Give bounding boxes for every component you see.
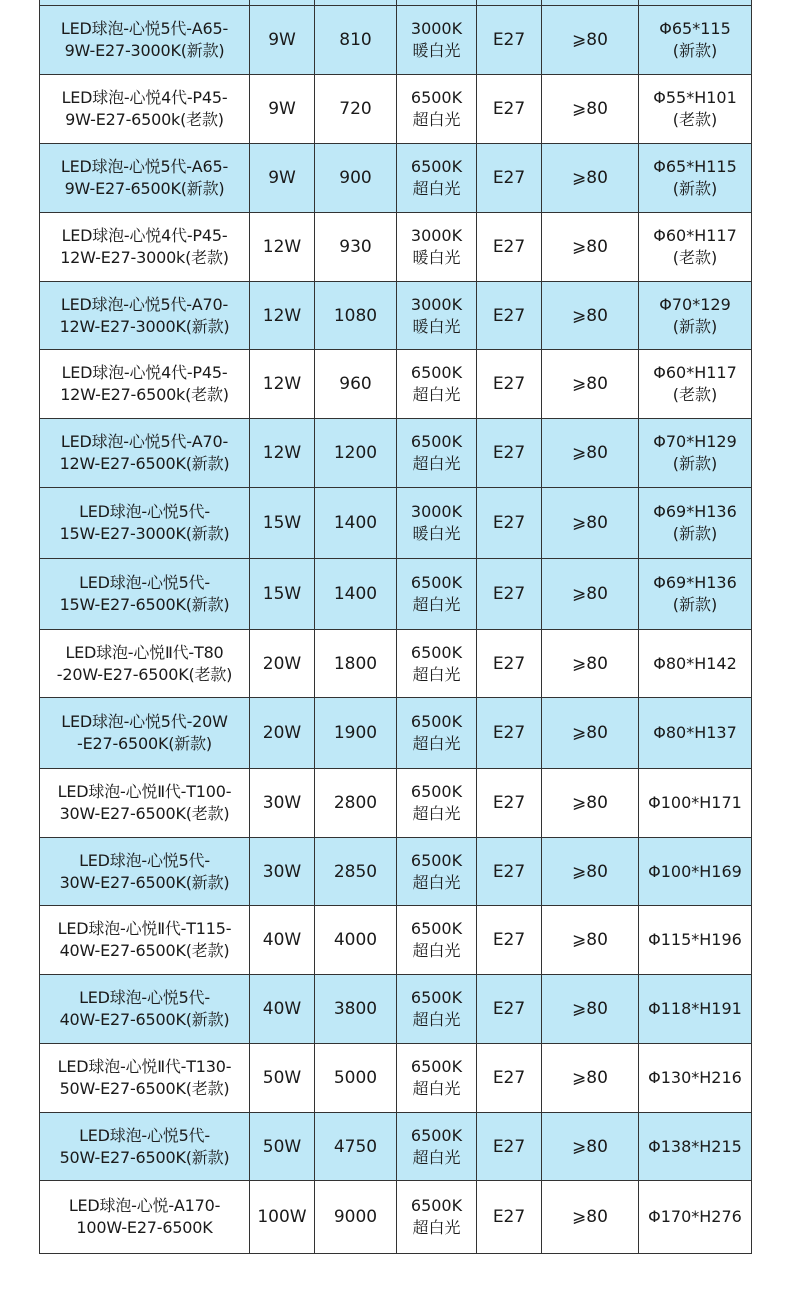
color-temp-cell-line-2: 超白光 — [412, 595, 461, 614]
power-cell: 40W — [250, 975, 315, 1044]
color-temp-cell — [397, 1181, 477, 1254]
dimension-cell — [639, 975, 752, 1044]
power-cell: 15W — [250, 488, 315, 559]
product-name-cell-line-2: 15W-E27-6500K(新款) — [59, 595, 230, 614]
base-type-cell: E27 — [477, 419, 542, 488]
color-temp-cell-line-1: 6500K — [410, 850, 463, 870]
product-name-cell-line-2: 9W-E27-6500K(新款) — [64, 179, 225, 198]
color-temp-cell-line-2: 超白光 — [412, 179, 461, 198]
lumen-cell: 2850 — [315, 838, 397, 906]
product-name-cell-line-2: 30W-E27-6500K(新款) — [59, 872, 230, 892]
product-name-cell — [40, 838, 250, 906]
color-temp-cell — [397, 838, 477, 906]
color-temp-cell-line-2: 超白光 — [412, 872, 461, 892]
lumen-cell: 930 — [315, 213, 397, 282]
dimension-cell-line-1: Φ118*H191 — [648, 999, 742, 1018]
color-temp-cell-line-2: 超白光 — [412, 664, 461, 684]
lumen-cell: 5000 — [315, 1044, 397, 1113]
dimension-cell-line-2: (新款) — [672, 179, 718, 198]
dimension-cell — [639, 6, 752, 75]
product-name-cell-line-1: LED球泡-心悦Ⅱ代-T80 — [65, 642, 224, 662]
table-row — [40, 419, 752, 488]
product-name-cell-line-2: 9W-E27-6500k(老款) — [65, 110, 224, 129]
dimension-cell-line-2: (老款) — [672, 385, 718, 404]
cri-cell: ⩾80 — [542, 144, 639, 213]
base-type-cell: E27 — [477, 698, 542, 769]
dimension-cell-line-2: (新款) — [672, 41, 718, 60]
color-temp-cell — [397, 75, 477, 144]
table-row — [40, 906, 752, 975]
lumen-cell: 1200 — [315, 419, 397, 488]
base-type-cell: E27 — [477, 1181, 542, 1254]
product-name-cell — [40, 769, 250, 838]
color-temp-cell — [397, 559, 477, 630]
lumen-cell: 1400 — [315, 559, 397, 630]
dimension-cell-line-1: Φ65*115 — [659, 19, 731, 38]
product-name-cell — [40, 282, 250, 350]
dimension-cell — [639, 144, 752, 213]
color-temp-cell-line-1: 6500K — [410, 782, 463, 801]
color-temp-cell-line-1: 3000K — [410, 226, 463, 245]
color-temp-cell-line-1: 3000K — [410, 502, 463, 521]
product-name-cell — [40, 698, 250, 769]
cri-cell: ⩾80 — [542, 6, 639, 75]
color-temp-cell — [397, 419, 477, 488]
product-name-cell-line-1: LED球泡-心悦4代-P45- — [61, 363, 228, 382]
cri-cell: ⩾80 — [542, 1113, 639, 1181]
power-cell: 30W — [250, 838, 315, 906]
color-temp-cell-line-1: 3000K — [410, 19, 463, 38]
table-row — [40, 144, 752, 213]
dimension-cell-line-1: Φ100*H171 — [648, 793, 742, 812]
power-cell: 40W — [250, 906, 315, 975]
base-type-cell: E27 — [477, 350, 542, 419]
product-name-cell-line-1: LED球泡-心悦-A170- — [68, 1196, 221, 1215]
color-temp-cell-line-2: 超白光 — [412, 804, 461, 823]
product-name-cell — [40, 213, 250, 282]
product-name-cell — [40, 488, 250, 559]
color-temp-cell-line-2: 超白光 — [412, 941, 461, 960]
color-temp-cell — [397, 213, 477, 282]
lumen-cell: 1400 — [315, 488, 397, 559]
dimension-cell-line-1: Φ100*H169 — [648, 861, 742, 881]
lumen-cell: 2800 — [315, 769, 397, 838]
table-row — [40, 75, 752, 144]
color-temp-cell-line-2: 超白光 — [412, 1079, 461, 1098]
product-name-cell — [40, 144, 250, 213]
table-row — [40, 350, 752, 419]
color-temp-cell — [397, 488, 477, 559]
color-temp-cell-line-2: 超白光 — [412, 1218, 461, 1237]
lumen-cell: 4000 — [315, 906, 397, 975]
dimension-cell-line-2: (新款) — [672, 454, 718, 473]
color-temp-cell-line-2: 暖白光 — [412, 316, 461, 336]
product-name-cell-line-2: 30W-E27-6500K(老款) — [59, 804, 230, 823]
dimension-cell-line-1: Φ65*H115 — [653, 157, 737, 176]
color-temp-cell — [397, 282, 477, 350]
color-temp-cell-line-1: 6500K — [410, 363, 463, 382]
base-type-cell: E27 — [477, 6, 542, 75]
power-cell: 12W — [250, 213, 315, 282]
product-name-cell-line-1: LED球泡-心悦5代- — [79, 1125, 210, 1145]
product-name-cell — [40, 1044, 250, 1113]
dimension-cell — [639, 906, 752, 975]
dimension-cell-line-1: Φ60*H117 — [653, 226, 737, 245]
lumen-cell: 810 — [315, 6, 397, 75]
cri-cell: ⩾80 — [542, 975, 639, 1044]
color-temp-cell — [397, 698, 477, 769]
bulb-spec-table — [39, 0, 752, 1254]
table-row — [40, 1044, 752, 1113]
cri-cell: ⩾80 — [542, 1181, 639, 1254]
lumen-cell: 1900 — [315, 698, 397, 769]
color-temp-cell-line-1: 6500K — [410, 988, 463, 1007]
product-name-cell-line-1: LED球泡-心悦Ⅱ代-T130- — [57, 1057, 232, 1076]
lumen-cell: 4750 — [315, 1113, 397, 1181]
product-name-cell — [40, 906, 250, 975]
color-temp-cell-line-1: 6500K — [410, 919, 463, 938]
color-temp-cell-line-2: 超白光 — [412, 454, 461, 473]
product-name-cell-line-2: 50W-E27-6500K(新款) — [59, 1147, 230, 1167]
color-temp-cell — [397, 6, 477, 75]
product-name-cell-line-2: 9W-E27-3000K(新款) — [64, 41, 225, 60]
product-name-cell-line-2: 12W-E27-3000k(老款) — [60, 248, 229, 267]
product-name-cell-line-1: LED球泡-心悦5代- — [79, 573, 210, 592]
product-name-cell-line-1: LED球泡-心悦5代- — [79, 850, 210, 870]
dimension-cell-line-1: Φ55*H101 — [653, 88, 737, 107]
color-temp-cell-line-1: 6500K — [410, 432, 463, 451]
table-row — [40, 213, 752, 282]
product-name-cell-line-1: LED球泡-心悦4代-P45- — [61, 226, 228, 245]
product-name-cell-line-1: LED球泡-心悦4代-P45- — [61, 88, 228, 107]
base-type-cell: E27 — [477, 75, 542, 144]
product-name-cell — [40, 1181, 250, 1254]
product-name-cell — [40, 6, 250, 75]
dimension-cell-line-1: Φ80*H137 — [653, 723, 737, 742]
table-row — [40, 975, 752, 1044]
lumen-cell: 900 — [315, 144, 397, 213]
dimension-cell — [639, 698, 752, 769]
dimension-cell-line-1: Φ69*H136 — [653, 502, 737, 521]
power-cell: 9W — [250, 75, 315, 144]
power-cell: 100W — [250, 1181, 315, 1254]
table-body — [40, 0, 752, 1254]
base-type-cell: E27 — [477, 906, 542, 975]
dimension-cell-line-1: Φ138*H215 — [648, 1136, 742, 1156]
table-row — [40, 630, 752, 698]
dimension-cell-line-2: (新款) — [672, 524, 718, 543]
color-temp-cell-line-1: 6500K — [410, 712, 463, 731]
power-cell: 12W — [250, 419, 315, 488]
cri-cell: ⩾80 — [542, 419, 639, 488]
product-name-cell-line-2: 40W-E27-6500K(新款) — [59, 1010, 230, 1029]
dimension-cell — [639, 419, 752, 488]
cri-cell: ⩾80 — [542, 698, 639, 769]
cri-cell: ⩾80 — [542, 838, 639, 906]
base-type-cell: E27 — [477, 1044, 542, 1113]
lumen-cell: 1800 — [315, 630, 397, 698]
dimension-cell-line-1: Φ69*H136 — [653, 573, 737, 592]
cri-cell: ⩾80 — [542, 213, 639, 282]
product-name-cell-line-1: LED球泡-心悦5代-20W — [61, 712, 228, 731]
dimension-cell — [639, 838, 752, 906]
dimension-cell — [639, 488, 752, 559]
base-type-cell: E27 — [477, 559, 542, 630]
product-name-cell-line-2: 15W-E27-3000K(新款) — [59, 524, 230, 543]
product-name-cell-line-2: 12W-E27-6500K(新款) — [59, 454, 230, 473]
base-type-cell: E27 — [477, 488, 542, 559]
cri-cell: ⩾80 — [542, 630, 639, 698]
product-name-cell-line-2: -20W-E27-6500K(老款) — [56, 664, 233, 684]
product-name-cell-line-1: LED球泡-心悦Ⅱ代-T100- — [57, 782, 232, 801]
color-temp-cell — [397, 769, 477, 838]
product-name-cell — [40, 419, 250, 488]
color-temp-cell-line-1: 6500K — [410, 642, 463, 662]
product-name-cell-line-1: LED球泡-心悦5代- — [79, 988, 210, 1007]
product-name-cell — [40, 75, 250, 144]
cri-cell: ⩾80 — [542, 75, 639, 144]
color-temp-cell-line-1: 3000K — [410, 294, 463, 314]
product-name-cell-line-1: LED球泡-心悦5代- — [79, 502, 210, 521]
cri-cell: ⩾80 — [542, 282, 639, 350]
product-name-cell-line-2: -E27-6500K(新款) — [77, 734, 212, 753]
color-temp-cell-line-2: 超白光 — [412, 110, 461, 129]
product-name-cell — [40, 350, 250, 419]
power-cell: 12W — [250, 282, 315, 350]
dimension-cell — [639, 282, 752, 350]
cri-cell: ⩾80 — [542, 1044, 639, 1113]
color-temp-cell-line-2: 暖白光 — [412, 41, 461, 60]
dimension-cell — [639, 350, 752, 419]
dimension-cell — [639, 75, 752, 144]
color-temp-cell-line-2: 超白光 — [412, 1010, 461, 1029]
color-temp-cell-line-1: 6500K — [410, 88, 463, 107]
dimension-cell — [639, 213, 752, 282]
color-temp-cell-line-2: 暖白光 — [412, 248, 461, 267]
product-name-cell-line-2: 50W-E27-6500K(老款) — [59, 1079, 230, 1098]
base-type-cell: E27 — [477, 213, 542, 282]
dimension-cell — [639, 630, 752, 698]
cri-cell: ⩾80 — [542, 559, 639, 630]
dimension-cell — [639, 1181, 752, 1254]
dimension-cell-line-2: (老款) — [672, 110, 718, 129]
product-name-cell-line-1: LED球泡-心悦Ⅱ代-T115- — [57, 919, 232, 938]
product-name-cell-line-2: 12W-E27-6500k(老款) — [60, 385, 229, 404]
power-cell: 9W — [250, 6, 315, 75]
color-temp-cell-line-1: 6500K — [410, 1196, 463, 1215]
color-temp-cell — [397, 630, 477, 698]
color-temp-cell-line-1: 6500K — [410, 157, 463, 176]
product-name-cell-line-1: LED球泡-心悦5代-A65- — [60, 19, 229, 38]
dimension-cell — [639, 1044, 752, 1113]
power-cell: 15W — [250, 559, 315, 630]
dimension-cell-line-1: Φ80*H142 — [653, 653, 737, 673]
dimension-cell-line-2: (新款) — [672, 316, 718, 336]
base-type-cell: E27 — [477, 838, 542, 906]
table-row — [40, 1181, 752, 1254]
cri-cell: ⩾80 — [542, 906, 639, 975]
product-name-cell — [40, 1113, 250, 1181]
product-name-cell-line-2: 40W-E27-6500K(老款) — [59, 941, 230, 960]
lumen-cell: 9000 — [315, 1181, 397, 1254]
lumen-cell: 720 — [315, 75, 397, 144]
table-row — [40, 1113, 752, 1181]
table-row — [40, 488, 752, 559]
product-name-cell-line-2: 100W-E27-6500K — [76, 1218, 213, 1237]
base-type-cell: E27 — [477, 282, 542, 350]
dimension-cell-line-1: Φ70*129 — [659, 294, 731, 314]
cri-cell: ⩾80 — [542, 769, 639, 838]
dimension-cell-line-1: Φ130*H216 — [648, 1068, 742, 1087]
table-row — [40, 769, 752, 838]
product-name-cell-line-2: 12W-E27-3000K(新款) — [59, 316, 230, 336]
dimension-cell-line-1: Φ115*H196 — [648, 930, 742, 949]
base-type-cell: E27 — [477, 630, 542, 698]
power-cell: 9W — [250, 144, 315, 213]
color-temp-cell — [397, 906, 477, 975]
product-name-cell — [40, 630, 250, 698]
base-type-cell: E27 — [477, 975, 542, 1044]
power-cell: 50W — [250, 1044, 315, 1113]
color-temp-cell — [397, 975, 477, 1044]
power-cell: 30W — [250, 769, 315, 838]
dimension-cell-line-1: Φ170*H276 — [648, 1207, 742, 1226]
table-row — [40, 698, 752, 769]
color-temp-cell — [397, 1044, 477, 1113]
table-row — [40, 838, 752, 906]
lumen-cell: 3800 — [315, 975, 397, 1044]
product-name-cell-line-1: LED球泡-心悦5代-A65- — [60, 157, 229, 176]
base-type-cell: E27 — [477, 1113, 542, 1181]
power-cell: 50W — [250, 1113, 315, 1181]
color-temp-cell-line-2: 超白光 — [412, 734, 461, 753]
color-temp-cell-line-1: 6500K — [410, 1057, 463, 1076]
product-name-cell — [40, 559, 250, 630]
table-row — [40, 6, 752, 75]
color-temp-cell-line-1: 6500K — [410, 573, 463, 592]
color-temp-cell-line-1: 6500K — [410, 1125, 463, 1145]
dimension-cell — [639, 559, 752, 630]
dimension-cell-line-2: (老款) — [672, 248, 718, 267]
power-cell: 20W — [250, 630, 315, 698]
lumen-cell: 1080 — [315, 282, 397, 350]
color-temp-cell-line-2: 超白光 — [412, 1147, 461, 1167]
power-cell: 20W — [250, 698, 315, 769]
product-name-cell-line-1: LED球泡-心悦5代-A70- — [60, 432, 229, 451]
color-temp-cell-line-2: 暖白光 — [412, 524, 461, 543]
color-temp-cell — [397, 144, 477, 213]
cri-cell: ⩾80 — [542, 488, 639, 559]
cri-cell: ⩾80 — [542, 350, 639, 419]
base-type-cell: E27 — [477, 144, 542, 213]
power-cell: 12W — [250, 350, 315, 419]
dimension-cell — [639, 1113, 752, 1181]
color-temp-cell — [397, 350, 477, 419]
table-row — [40, 282, 752, 350]
dimension-cell — [639, 769, 752, 838]
base-type-cell: E27 — [477, 769, 542, 838]
lumen-cell: 960 — [315, 350, 397, 419]
product-name-cell-line-1: LED球泡-心悦5代-A70- — [60, 294, 229, 314]
dimension-cell-line-1: Φ70*H129 — [653, 432, 737, 451]
dimension-cell-line-2: (新款) — [672, 595, 718, 614]
dimension-cell-line-1: Φ60*H117 — [653, 363, 737, 382]
table-row — [40, 559, 752, 630]
product-name-cell — [40, 975, 250, 1044]
color-temp-cell-line-2: 超白光 — [412, 385, 461, 404]
color-temp-cell — [397, 1113, 477, 1181]
